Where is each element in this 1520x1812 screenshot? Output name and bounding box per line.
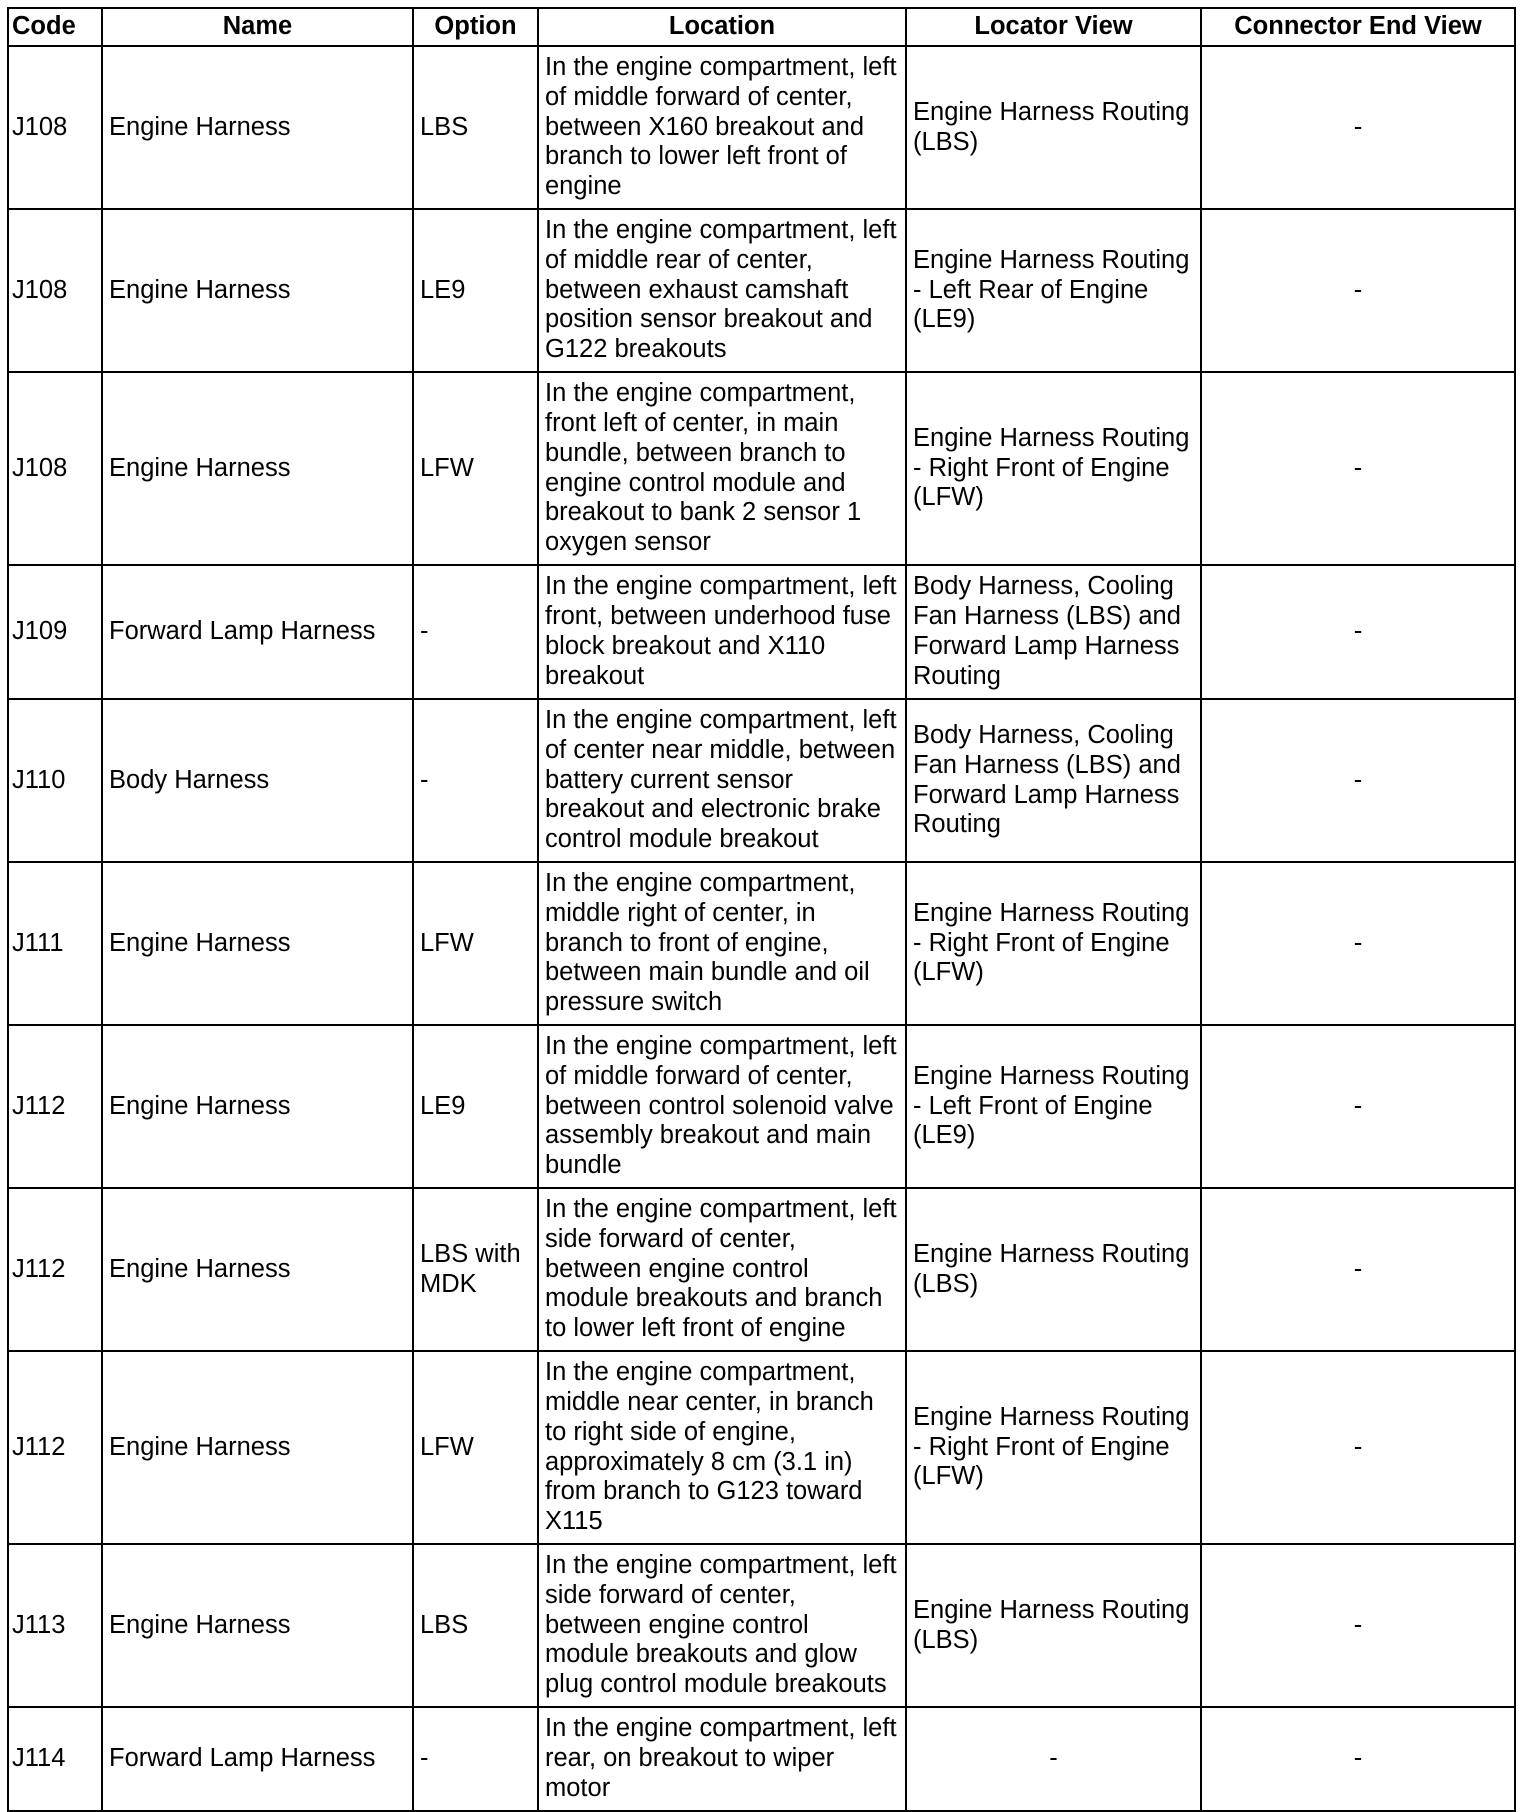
table-row: [8, 1188, 1515, 1351]
cell-name: Engine Harness: [102, 1188, 413, 1351]
cell-locator-view: Engine Harness Routing - Right Front of Engine (LFW): [906, 372, 1201, 565]
table-row: [8, 1351, 1515, 1544]
cell-connector-end-view: -: [1201, 1188, 1515, 1351]
cell-locator-view: Engine Harness Routing (LBS): [906, 46, 1201, 209]
cell-option: LBS: [413, 46, 538, 209]
cell-location: In the engine compartment, left front, between underhood fuse block breakout and X110 breakout: [538, 565, 906, 699]
header-option: Option: [413, 8, 538, 46]
cell-name: Engine Harness: [102, 1544, 413, 1707]
cell-location: In the engine compartment, front left of center, in main bundle, between branch to engine control module and breakout to bank 2 sensor 1 oxygen sensor: [538, 372, 906, 565]
cell-connector-end-view: -: [1201, 46, 1515, 209]
table-row: [8, 565, 1515, 699]
cell-location: In the engine compartment, middle near center, in branch to right side of engine, approximately 8 cm (3.1 in) from branch to G123 toward X115: [538, 1351, 906, 1544]
cell-locator-view: Engine Harness Routing - Left Rear of Engine (LE9): [906, 209, 1201, 372]
connector-table: [7, 7, 1516, 1812]
cell-option: LE9: [413, 1025, 538, 1188]
cell-code: J112: [8, 1025, 102, 1188]
cell-connector-end-view: -: [1201, 372, 1515, 565]
cell-option: LFW: [413, 862, 538, 1025]
cell-connector-end-view: -: [1201, 1351, 1515, 1544]
cell-code: J111: [8, 862, 102, 1025]
header-locator-view: Locator View: [906, 8, 1201, 46]
header-connector-end-view: Connector End View: [1201, 8, 1515, 46]
cell-name: Engine Harness: [102, 372, 413, 565]
cell-locator-view: Engine Harness Routing (LBS): [906, 1188, 1201, 1351]
table-row: [8, 1544, 1515, 1707]
cell-code: J112: [8, 1351, 102, 1544]
cell-option: -: [413, 565, 538, 699]
cell-name: Engine Harness: [102, 209, 413, 372]
cell-location: In the engine compartment, left side forward of center, between engine control module breakouts and glow plug control module breakouts: [538, 1544, 906, 1707]
cell-name: Forward Lamp Harness: [102, 565, 413, 699]
cell-name: Engine Harness: [102, 1351, 413, 1544]
table-row: [8, 46, 1515, 209]
cell-connector-end-view: -: [1201, 1544, 1515, 1707]
cell-option: LE9: [413, 209, 538, 372]
cell-code: J108: [8, 46, 102, 209]
table-row: [8, 699, 1515, 862]
cell-option: LFW: [413, 1351, 538, 1544]
cell-location: In the engine compartment, left rear, on breakout to wiper motor: [538, 1707, 906, 1811]
cell-locator-view: Body Harness, Cooling Fan Harness (LBS) and Forward Lamp Harness Routing: [906, 565, 1201, 699]
table-row: [8, 1025, 1515, 1188]
cell-code: J110: [8, 699, 102, 862]
header-code: Code: [8, 8, 102, 46]
cell-option: LBS: [413, 1544, 538, 1707]
cell-name: Forward Lamp Harness: [102, 1707, 413, 1811]
cell-connector-end-view: -: [1201, 699, 1515, 862]
cell-location: In the engine compartment, middle right of center, in branch to front of engine, between main bundle and oil pressure switch: [538, 862, 906, 1025]
cell-connector-end-view: -: [1201, 862, 1515, 1025]
cell-code: J108: [8, 372, 102, 565]
cell-option: -: [413, 699, 538, 862]
cell-locator-view: -: [906, 1707, 1201, 1811]
cell-code: J112: [8, 1188, 102, 1351]
cell-name: Engine Harness: [102, 1025, 413, 1188]
table-row: [8, 862, 1515, 1025]
cell-locator-view: Engine Harness Routing - Left Front of Engine (LE9): [906, 1025, 1201, 1188]
cell-code: J108: [8, 209, 102, 372]
cell-option: LBS with MDK: [413, 1188, 538, 1351]
cell-locator-view: Engine Harness Routing - Right Front of Engine (LFW): [906, 862, 1201, 1025]
cell-location: In the engine compartment, left of middle forward of center, between control solenoid valve assembly breakout and main bundle: [538, 1025, 906, 1188]
table-row: [8, 372, 1515, 565]
table-header-row: [8, 8, 1515, 46]
cell-location: In the engine compartment, left side forward of center, between engine control module breakouts and branch to lower left front of engine: [538, 1188, 906, 1351]
cell-location: In the engine compartment, left of center near middle, between battery current sensor breakout and electronic brake control module breakout: [538, 699, 906, 862]
cell-locator-view: Body Harness, Cooling Fan Harness (LBS) and Forward Lamp Harness Routing: [906, 699, 1201, 862]
cell-code: J114: [8, 1707, 102, 1811]
cell-location: In the engine compartment, left of middle rear of center, between exhaust camshaft position sensor breakout and G122 breakouts: [538, 209, 906, 372]
cell-option: -: [413, 1707, 538, 1811]
cell-locator-view: Engine Harness Routing - Right Front of Engine (LFW): [906, 1351, 1201, 1544]
cell-name: Body Harness: [102, 699, 413, 862]
cell-connector-end-view: -: [1201, 565, 1515, 699]
table-row: [8, 1707, 1515, 1811]
cell-code: J113: [8, 1544, 102, 1707]
cell-name: Engine Harness: [102, 46, 413, 209]
header-name: Name: [102, 8, 413, 46]
cell-connector-end-view: -: [1201, 209, 1515, 372]
cell-connector-end-view: -: [1201, 1707, 1515, 1811]
cell-location: In the engine compartment, left of middle forward of center, between X160 breakout and branch to lower left front of engine: [538, 46, 906, 209]
header-location: Location: [538, 8, 906, 46]
cell-option: LFW: [413, 372, 538, 565]
cell-name: Engine Harness: [102, 862, 413, 1025]
cell-connector-end-view: -: [1201, 1025, 1515, 1188]
table-row: [8, 209, 1515, 372]
cell-locator-view: Engine Harness Routing (LBS): [906, 1544, 1201, 1707]
cell-code: J109: [8, 565, 102, 699]
